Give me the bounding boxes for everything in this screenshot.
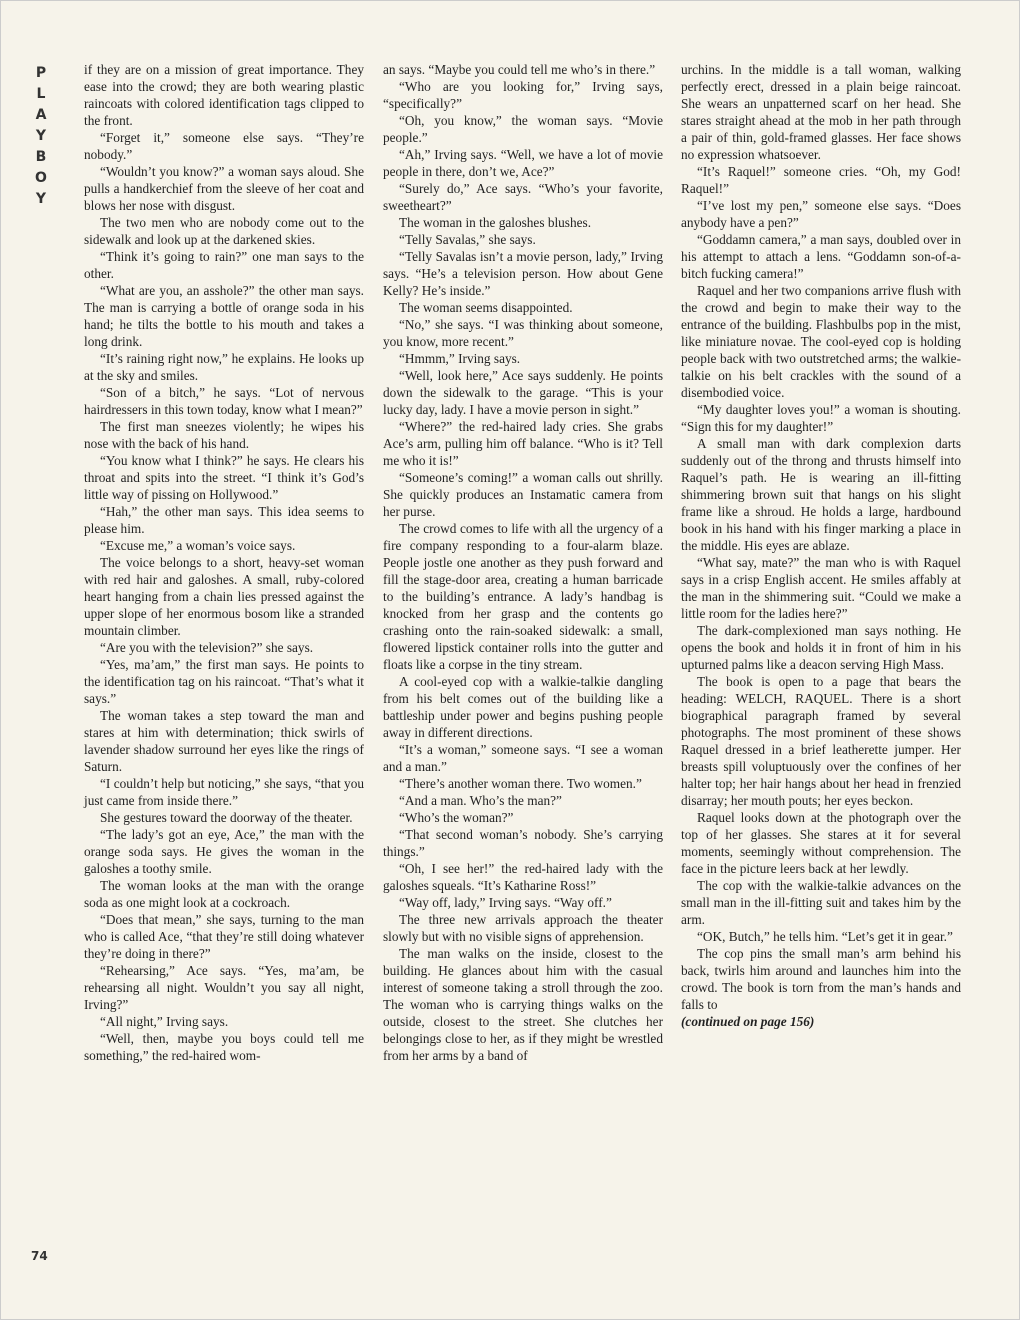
paragraph: The book is open to a page that bears the heading: WELCH, RAQUEL. There is a short biographical paragraph framed by several photographs. The most prominent of these shows Raquel dressed in a brief leatherette jumper. Her breasts spill voluptuously over the confines of her halter top; her hair hangs about her head in frenzied disarray; her mouth pouts; her eyes beckon. [681,674,961,808]
paragraph: Raquel and her two companions arrive flush with the crowd and begin to make their way to the entrance of the building. Flashbulbs pop in the mist, like miniature novae. The cool-eyed cop is holding people back with two outstretched arms; the walkie-talkie on his belt crackles with the sound of a disembodied voice. [681,283,961,400]
paragraph: Raquel looks down at the photograph over the top of her glasses. She stares at it for several moments, seemingly without comprehension. The face in the picture leers back at her lewdly. [681,810,961,876]
paragraph: “Telly Savalas isn’t a movie person, lady,” Irving says. “He’s a television person. How about Gene Kelly? He’s inside.” [383,249,663,298]
paragraph: The woman takes a step toward the man and stares at him with determination; thick swirls of lavender shadow surround her eyes like the rings of Saturn. [84,708,364,774]
magazine-letter: Y [35,191,47,207]
paragraph: The dark-complexioned man says nothing. He opens the book and holds it in front of him in his upturned palms like a deacon serving High Mass. [681,623,961,672]
paragraph: The woman in the galoshes blushes. [399,215,592,230]
paragraph: “Are you with the television?” she says. [100,640,314,655]
paragraph: “The lady’s got an eye, Ace,” the man with the orange soda says. He gives the woman in the galoshes a toothy smile. [84,827,364,876]
paragraph: urchins. In the middle is a tall woman, walking perfectly erect, dressed in a plain beige raincoat. She wears an unpatterned scarf on her head. She stares straight ahead at the mob in her path through a pair of thin, gold-framed glasses. Her face shows no expression whatsoever. [681,62,961,162]
paragraph: The woman seems disappointed. [399,300,573,315]
paragraph: “Does that mean,” she says, turning to the man who is called Ace, “that they’re still doing whatever they’re doing in there?” [84,912,364,961]
paragraph: “No,” she says. “I was thinking about someone, you know, more recent.” [383,317,663,349]
paragraph: “OK, Butch,” he tells him. “Let’s get it in gear.” [697,929,953,944]
paragraph: She gestures toward the doorway of the theater. [100,810,353,825]
paragraph: “I’ve lost my pen,” someone else says. “Does anybody have a pen?” [681,198,961,230]
paragraph: “Someone’s coming!” a woman calls out shrilly. She quickly produces an Instamatic camera from her purse. [383,470,663,519]
paragraph: “Oh, you know,” the woman says. “Movie people.” [383,113,663,145]
paragraph: “It’s raining right now,” he explains. He looks up at the sky and smiles. [84,351,364,383]
paragraph: “Goddamn camera,” a man says, doubled over in his attempt to attach a lens. “Goddamn son-of-a-bitch fucking camera!” [681,232,961,281]
paragraph: The cop pins the small man’s arm behind his back, twirls him around and launches him into the crowd. The book is torn from the man’s hands and falls to [681,946,961,1012]
text-column-1 [84,61,364,1064]
paragraph: “Rehearsing,” Ace says. “Yes, ma’am, be rehearsing all night. Wouldn’t you say all night, Irving?” [84,963,364,1012]
magazine-letter: B [35,149,47,165]
continued-note: (continued on page 156) [681,1014,815,1029]
paragraph: “Think it’s going to rain?” one man says to the other. [84,249,364,281]
paragraph: “Excuse me,” a woman’s voice says. [100,538,296,553]
paragraph: The woman looks at the man with the orange soda as one might look at a cockroach. [84,878,364,910]
paragraph: A cool-eyed cop with a walkie-talkie dangling from his belt comes out of the building like a battleship under power and begins pushing people away in different directions. [383,674,663,740]
paragraph: “I couldn’t help but noticing,” she says, “that you just came from inside there.” [84,776,364,808]
paragraph: The first man sneezes violently; he wipes his nose with the back of his hand. [84,419,364,451]
magazine-letter: P [35,65,47,81]
paragraph: “Ah,” Irving says. “Well, we have a lot of movie people in there, don’t we, Ace?” [383,147,663,179]
paragraph: The two men who are nobody come out to the sidewalk and look up at the darkened skies. [84,215,364,247]
paragraph: “Well, look here,” Ace says suddenly. He points down the sidewalk to the garage. “This is your lucky day, lady. I have a movie person in sight.” [383,368,663,417]
paragraph: The man walks on the inside, closest to the building. He glances about him with the casual interest of someone taking a stroll through the zoo. The woman who is carrying things walks on the outside, closest to the street. She clutches her belongings close to her, as if they might be wrestled from her arms by a band of [383,946,663,1063]
paragraph: “That second woman’s nobody. She’s carrying things.” [383,827,663,859]
paragraph: The crowd comes to life with all the urgency of a fire company responding to a four-alarm blaze. People jostle one another as they push forward and fill the stage-door area, creating a human barricade to the building’s entrance. A lady’s handbag is knocked from her grasp and the contents go crashing onto the rain-soaked sidewalk: a small, flowered lipstick container rolls into the gutter and floats like a corpse in the tiny stream. [383,521,663,672]
paragraph: A small man with dark complexion darts suddenly out of the throng and thrusts himself into Raquel’s path. He is wearing an ill-fitting shimmering brown suit that hangs on his slight frame like a shroud. He holds a large, hardbound book in his hand with his finger marking a place in the middle. His eyes are ablaze. [681,436,961,553]
paragraph: “Telly Savalas,” she says. [399,232,536,247]
paragraph: The voice belongs to a short, heavy-set woman with red hair and galoshes. A small, ruby-colored heart hanging from a chain lies pressed against the upper slope of her enormous bosom like a stranded mountain climber. [84,555,364,638]
paragraph: “Hmmm,” Irving says. [399,351,521,366]
paragraph: “You know what I think?” he says. He clears his throat and spits into the street. “I think it’s God’s little way of pissing on Hollywood.” [84,453,364,502]
paragraph: The three new arrivals approach the theater slowly but with no visible signs of apprehension. [383,912,663,944]
paragraph: “Oh, I see her!” the red-haired lady with the galoshes squeals. “It’s Katharine Ross!” [383,861,663,893]
paragraph: “Surely do,” Ace says. “Who’s your favorite, sweetheart?” [383,181,663,213]
paragraph: “Yes, ma’am,” the first man says. He points to the identification tag on his raincoat. “That’s what it says.” [84,657,364,706]
magazine-letter: Y [35,128,47,144]
paragraph: “It’s Raquel!” someone cries. “Oh, my God! Raquel!” [681,164,961,196]
magazine-letter: L [36,86,46,102]
paragraph: “What say, mate?” the man who is with Raquel says in a crisp English accent. He smiles affably at the man in the shimmering suit. “Could we make a little room for the ladies here?” [681,555,961,621]
paragraph: “Way off, lady,” Irving says. “Way off.” [399,895,612,910]
paragraph: “Where?” the red-haired lady cries. She grabs Ace’s arm, pulling him off balance. “Who is it? Tell me who it is!” [383,419,663,468]
paragraph: “All night,” Irving says. [100,1014,229,1029]
paragraph: “There’s another woman there. Two women.” [399,776,642,791]
page-number: 74 [31,1249,48,1263]
paragraph: “Wouldn’t you know?” a woman says aloud. She pulls a handkerchief from the sleeve of her coat and blows her nose with disgust. [84,164,364,213]
paragraph: “Forget it,” someone else says. “They’re nobody.” [84,130,364,162]
text-column-3 [681,61,961,1030]
magazine-letter: A [35,107,47,123]
paragraph: “Who are you looking for,” Irving says, “specifically?” [383,79,663,111]
text-column-2 [383,61,663,1064]
paragraph: The cop with the walkie-talkie advances on the small man in the ill-fitting suit and takes him by the arm. [681,878,961,927]
paragraph: “My daughter loves you!” a woman is shouting. “Sign this for my daughter!” [681,402,961,434]
paragraph: “Hah,” the other man says. This idea seems to please him. [84,504,364,536]
paragraph: if they are on a mission of great importance. They ease into the crowd; they are both wearing plastic raincoats with colored identification tags clipped to the front. [84,62,364,128]
paragraph: “Son of a bitch,” he says. “Lot of nervous hairdressers in this town today, know what I mean?” [84,385,364,417]
paragraph: “What are you, an asshole?” the other man says. The man is carrying a bottle of orange soda in his hand; he tilts the bottle to his mouth and takes a long drink. [84,283,364,349]
paragraph: “It’s a woman,” someone says. “I see a woman and a man.” [383,742,663,774]
paragraph: “Who’s the woman?” [399,810,514,825]
paragraph: “Well, then, maybe you boys could tell me something,” the red-haired wom- [84,1031,364,1063]
paragraph: an says. “Maybe you could tell me who’s in there.” [383,62,656,77]
magazine-letter: O [35,170,47,186]
paragraph: “And a man. Who’s the man?” [399,793,562,808]
magazine-name-vertical [31,63,51,210]
